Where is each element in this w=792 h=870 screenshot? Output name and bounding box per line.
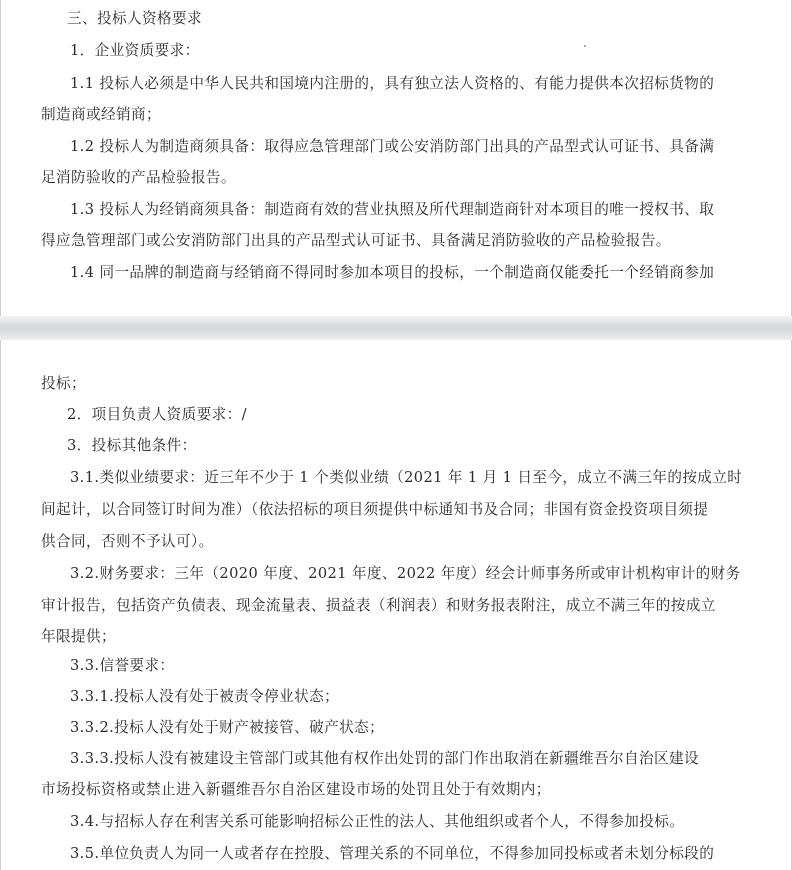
page-separator: [0, 316, 792, 340]
paragraph-line: 间起计，以合同签订时间为准）（依法招标的项目须提供中标通知书及合同；非国有资金投资项目须提: [41, 501, 709, 518]
paragraph-line: 1.4 同一品牌的制造商与经销商不得同时参加本项目的投标，一个制造商仅能委托一个经销商参加: [70, 264, 715, 281]
paragraph-line: 供合同，否则不予认可）。: [41, 533, 214, 550]
paragraph-line: 3.1.类似业绩要求：近三年不少于 1 个类似业绩（2021 年 1 月 1 日至今，成立不满三年的按成立时: [70, 469, 743, 486]
paragraph-line: 3.3.3.投标人没有被建设主管部门或其他有权作出处罚的部门作出取消在新疆维吾尔自治区建设: [70, 750, 699, 767]
subsection-heading: 3．投标其他条件：: [67, 437, 197, 454]
paragraph-line: 足消防验收的产品检验报告。: [41, 169, 236, 186]
subsection-heading: 3.3.信誉要求：: [70, 657, 175, 674]
document-page-1: [0, 0, 792, 316]
paragraph-line: 审计报告，包括资产负债表、现金流量表、损益表（利润表）和财务报表附注，成立不满三年的按成立: [41, 597, 716, 614]
subsection-heading: 2．项目负责人资质要求：/: [67, 406, 247, 423]
paragraph-line: 市场投标资格或禁止进入新疆维吾尔自治区建设市场的处罚且处于有效期内；: [41, 781, 551, 798]
section-heading: 三、投标人资格要求: [67, 10, 202, 27]
paragraph-line: 3.4.与招标人存在利害关系可能影响招标公正性的法人、其他组织或者个人，不得参加投标。: [70, 813, 685, 830]
paragraph-line: 年限提供；: [41, 628, 116, 645]
paragraph-line: 3.3.1.投标人没有处于被责令停业状态；: [70, 688, 340, 705]
paragraph-line: 制造商或经销商；: [41, 106, 161, 123]
scan-speck: [584, 45, 586, 47]
document-page-2: [0, 340, 792, 870]
paragraph-line: 3.3.2.投标人没有处于财产被接管、破产状态；: [70, 719, 385, 736]
paragraph-line: 1.2 投标人为制造商须具备：取得应急管理部门或公安消防部门出具的产品型式认可证书、具备满: [70, 138, 715, 155]
paragraph-line: 得应急管理部门或公安消防部门出具的产品型式认可证书、具备满足消防验收的产品检验报告。: [41, 232, 671, 249]
paragraph-line: 1.3 投标人为经销商须具备：制造商有效的营业执照及所代理制造商针对本项目的唯一授权书、取: [70, 201, 715, 218]
paragraph-line: 3.2.财务要求：三年（2020 年度、2021 年度、2022 年度）经会计师事务所或审计机构审计的财务: [70, 565, 741, 582]
paragraph-line: 1.1 投标人必须是中华人民共和国境内注册的，具有独立法人资格的、有能力提供本次招标货物的: [70, 75, 715, 92]
paragraph-line: 3.5.单位负责人为同一人或者存在控股、管理关系的不同单位，不得参加同投标或者未划分标段的: [70, 845, 715, 862]
subsection-heading: 1．企业资质要求：: [70, 42, 200, 59]
paragraph-line: 投标；: [41, 375, 86, 392]
